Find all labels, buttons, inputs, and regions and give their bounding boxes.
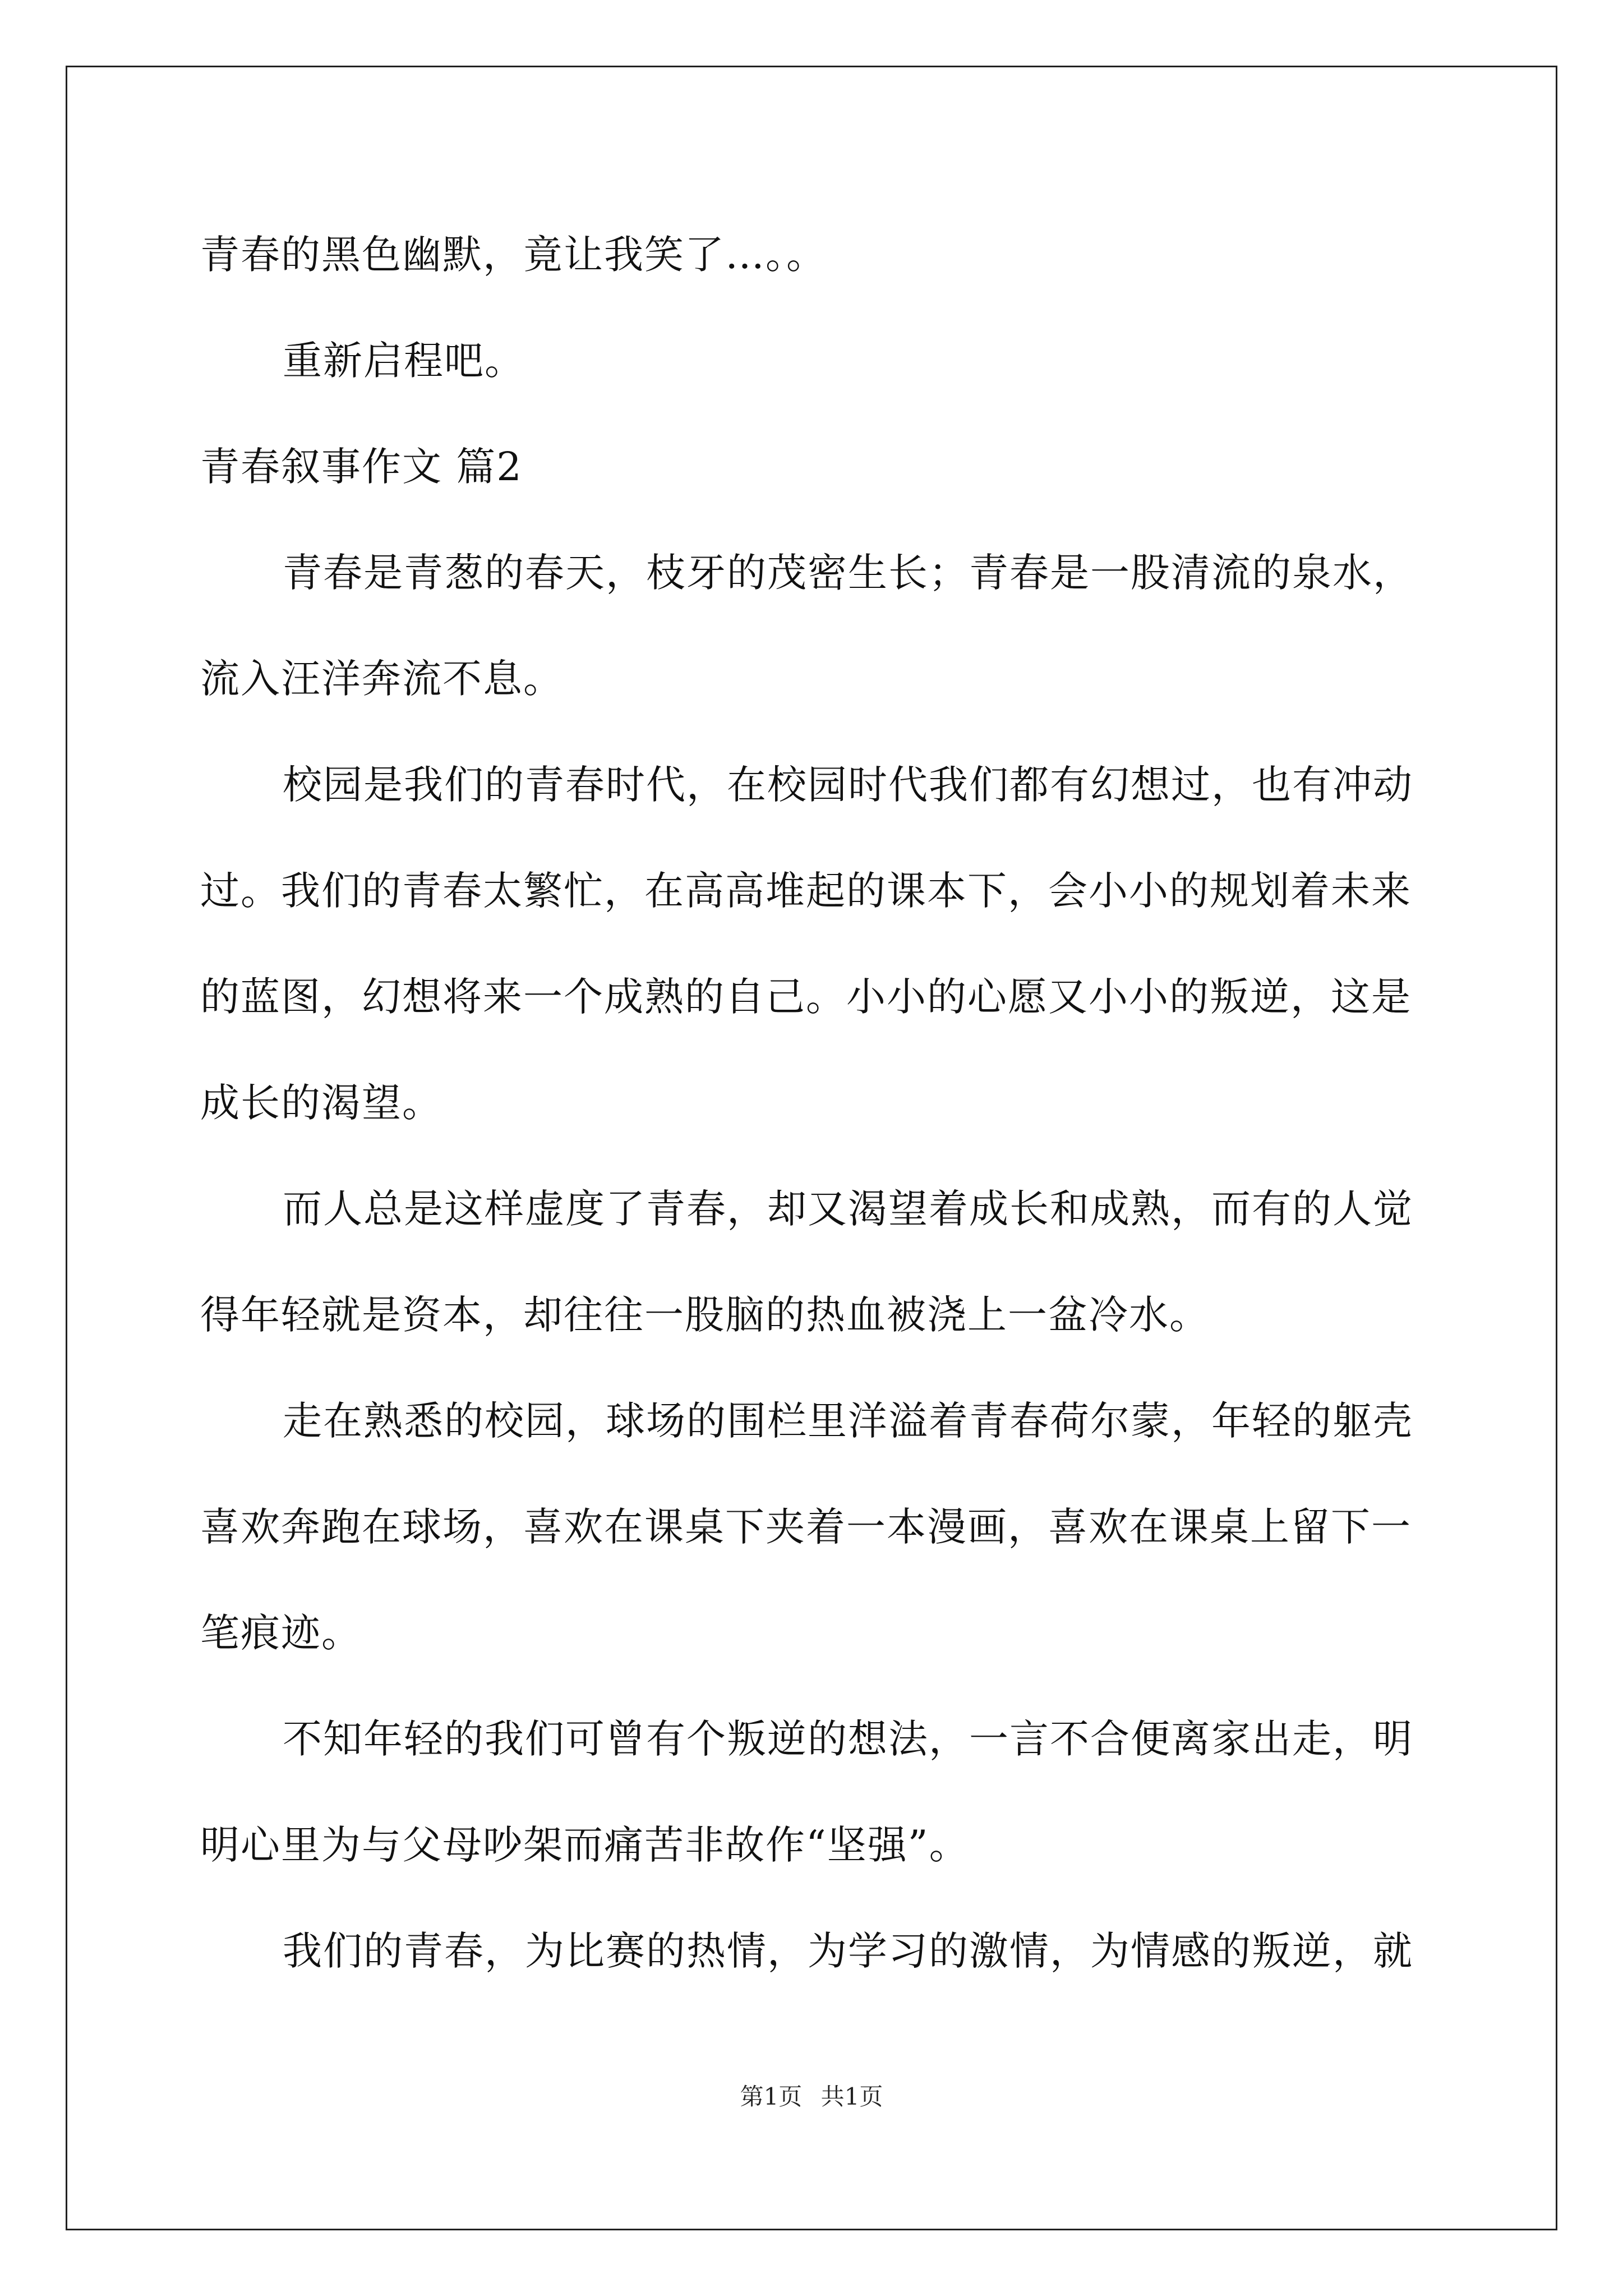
page-number: 第1页 (740, 2083, 803, 2110)
paragraph-4: 校园是我们的青春时代，在校园时代我们都有幻想过，也有冲动过。我们的青春太繁忙，在高高堆起的课本下，会小小的规划着未来的蓝图，幻想将来一个成熟的自己。小小的心愿又小小的叛逆，这是成长的渴望。 (200, 762, 1413, 1126)
paragraph-8: 我们的青春，为比赛的热情，为学习的激情，为情感的叛逆，就 (283, 1928, 1413, 1974)
page-total: 共1页 (820, 2083, 883, 2110)
document-body (200, 202, 1426, 2004)
paragraph-3: 青春是青葱的春天，枝牙的茂密生长；青春是一股清流的泉水，流入汪洋奔流不息。 (200, 550, 1413, 702)
paragraph-6: 走在熟悉的校园，球场的围栏里洋溢着青春荷尔蒙，年轻的躯壳喜欢奔跑在球场，喜欢在课桌下夹着一本漫画，喜欢在课桌上留下一笔痕迹。 (200, 1398, 1413, 1656)
section-heading: 青春叙事作文 篇2 (200, 444, 523, 490)
paragraph-7: 不知年轻的我们可曾有个叛逆的想法，一言不合便离家出走，明明心里为与父母吵架而痛苦非故作“坚强”。 (200, 1716, 1413, 1868)
page-footer (0, 2078, 1623, 2112)
paragraph-5: 而人总是这样虚度了青春，却又渴望着成长和成熟，而有的人觉得年轻就是资本，却往往一股脑的热血被浇上一盆冷水。 (200, 1186, 1413, 1338)
paragraph-1: 青春的黑色幽默，竟让我笑了…。。 (200, 232, 827, 278)
paragraph-2: 重新启程吧。 (283, 338, 525, 384)
